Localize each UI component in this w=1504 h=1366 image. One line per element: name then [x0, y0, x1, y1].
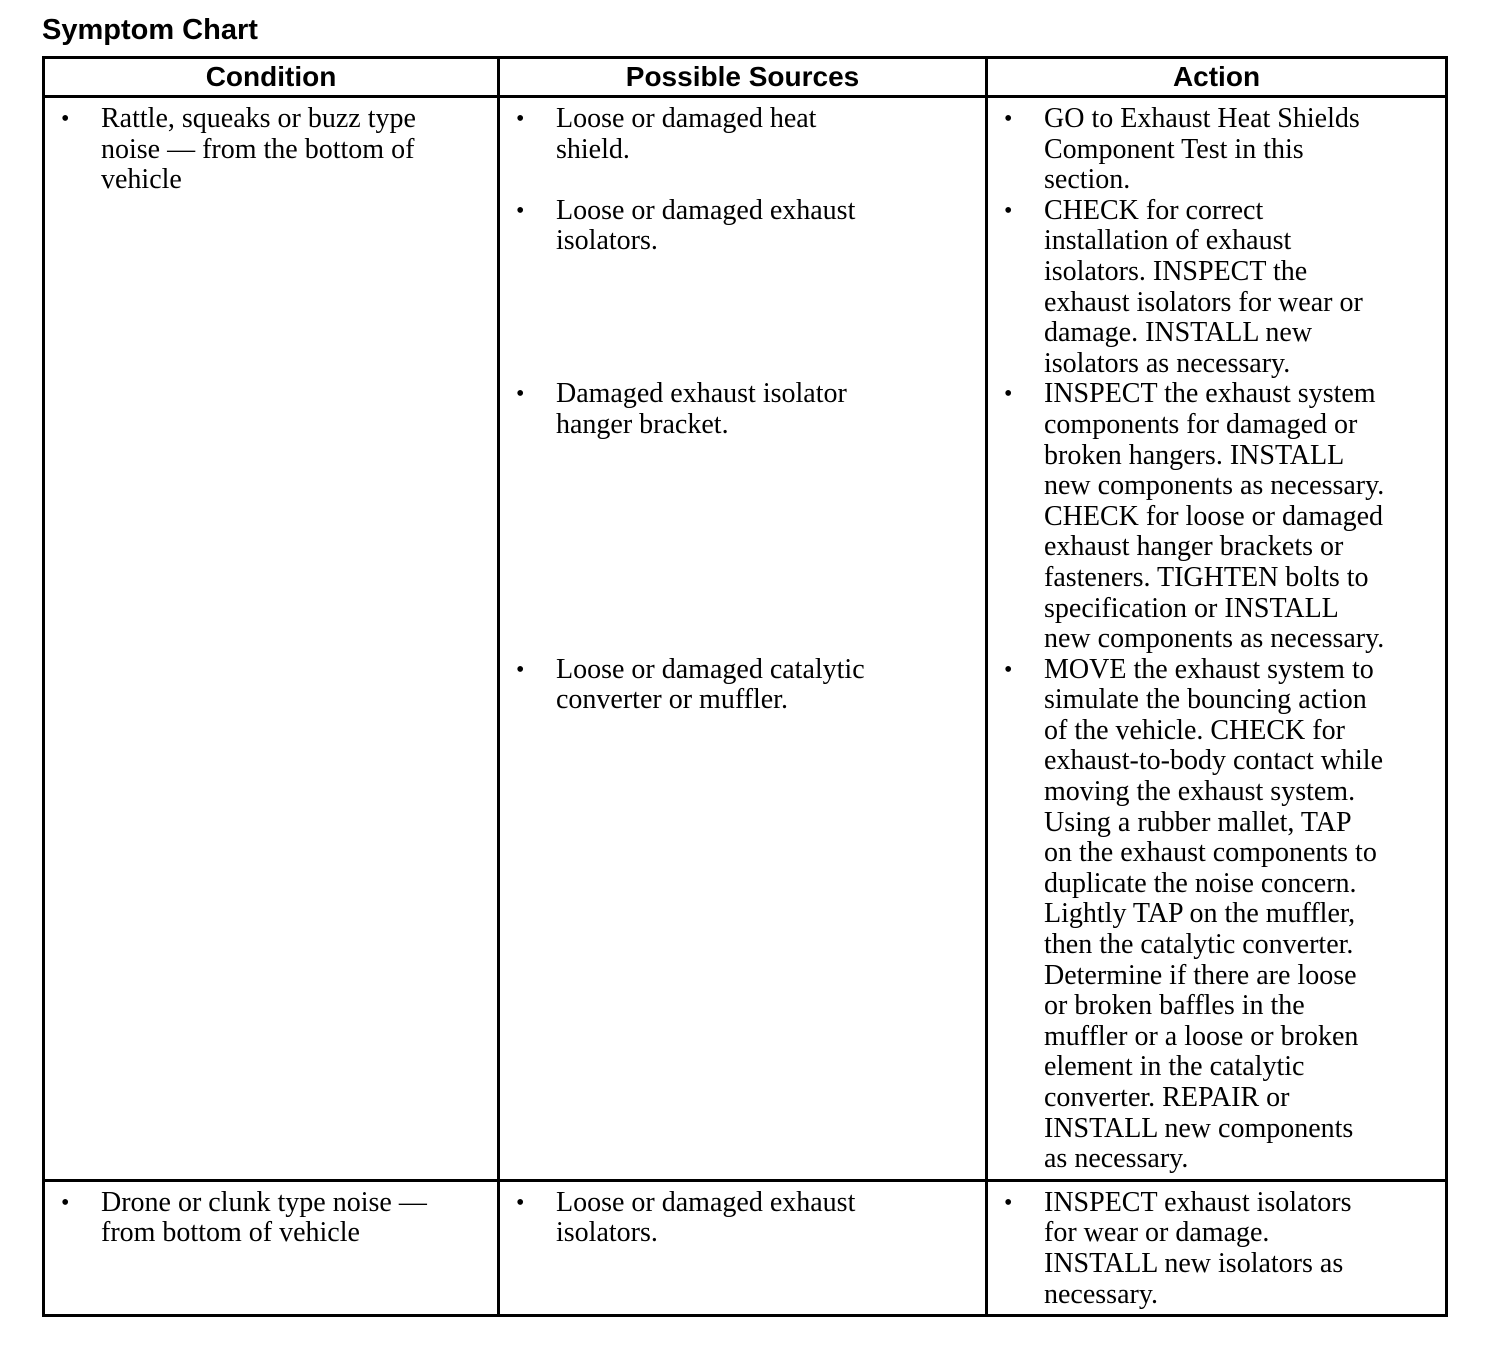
text-line: isolators.	[556, 1217, 658, 1249]
text-line: on the exhaust components to	[1044, 837, 1377, 869]
text-line: Component Test in this	[1044, 133, 1304, 165]
list-item	[998, 655, 1429, 1175]
text-line: as necessary.	[1044, 1143, 1189, 1175]
text-line: INSPECT the exhaust system	[1044, 378, 1376, 410]
text-line: broken hangers. INSTALL	[1044, 439, 1345, 471]
text-line: from bottom of vehicle	[101, 1217, 360, 1249]
bullet-list	[998, 1188, 1429, 1310]
list-item	[998, 104, 1429, 196]
text-line: element in the catalytic	[1044, 1051, 1305, 1083]
bullet-icon: •	[1004, 1189, 1013, 1216]
text-line: specification or INSTALL	[1044, 592, 1339, 624]
bullet-icon: •	[1004, 197, 1013, 224]
bullet-list	[55, 1188, 481, 1249]
condition-cell	[44, 1180, 499, 1315]
page-title: Symptom Chart	[42, 14, 258, 46]
text-line: exhaust hanger brackets or	[1044, 531, 1344, 563]
text-line: shield.	[556, 133, 630, 165]
table-row	[44, 1180, 1447, 1315]
text-line: new components as necessary.	[1044, 470, 1385, 502]
text-line: simulate the bouncing action	[1044, 684, 1367, 716]
bullet-icon: •	[61, 106, 70, 132]
text-line: isolators as necessary.	[1044, 347, 1291, 379]
symptom-table	[42, 56, 1448, 1317]
text-line: Determine if there are loose	[1044, 959, 1357, 991]
list-item	[510, 1188, 969, 1249]
text-line: Loose or damaged exhaust	[556, 194, 856, 226]
list-item	[998, 1188, 1429, 1310]
text-line: CHECK for loose or damaged	[1044, 500, 1384, 532]
bullet-icon: •	[516, 656, 525, 683]
text-line: section.	[1044, 164, 1131, 196]
text-line: or broken baffles in the	[1044, 990, 1305, 1022]
bullet-icon: •	[516, 106, 525, 132]
text-line: vehicle	[101, 164, 182, 196]
bullet-icon: •	[516, 1189, 525, 1216]
list-item	[510, 655, 969, 1175]
text-line: new components as necessary.	[1044, 623, 1385, 655]
column-header-possible-sources: Possible Sources	[499, 58, 987, 97]
header-row	[44, 58, 1447, 97]
text-line: MOVE the exhaust system to	[1044, 653, 1374, 685]
sources-cell	[499, 97, 987, 1181]
text-line: noise — from the bottom of	[101, 133, 415, 165]
text-line: muffler or a loose or broken	[1044, 1020, 1359, 1052]
text-line: of the vehicle. CHECK for	[1044, 714, 1345, 746]
action-cell	[987, 97, 1447, 1181]
text-line: CHECK for correct	[1044, 194, 1264, 226]
text-line: Damaged exhaust isolator	[556, 378, 847, 410]
text-line: necessary.	[1044, 1278, 1159, 1310]
text-line: Drone or clunk type noise —	[101, 1186, 427, 1218]
bullet-list	[510, 1188, 969, 1249]
bullet-list	[55, 104, 481, 196]
text-line: for wear or damage.	[1044, 1217, 1270, 1249]
condition-cell	[44, 97, 499, 1181]
bullet-icon: •	[1004, 656, 1013, 683]
text-line: exhaust isolators for wear or	[1044, 286, 1363, 318]
list-item	[510, 196, 969, 380]
text-line: GO to Exhaust Heat Shields	[1044, 103, 1360, 134]
text-line: then the catalytic converter.	[1044, 929, 1354, 961]
text-line: Lightly TAP on the muffler,	[1044, 898, 1356, 930]
list-item	[55, 1188, 481, 1249]
bullet-icon: •	[516, 197, 525, 224]
list-item	[998, 196, 1429, 380]
text-line: Loose or damaged heat	[556, 103, 817, 134]
bullet-icon: •	[1004, 106, 1013, 132]
list-item	[998, 379, 1429, 654]
text-line: installation of exhaust	[1044, 225, 1292, 257]
text-line: damage. INSTALL new	[1044, 317, 1313, 349]
list-item	[510, 104, 969, 196]
text-line: hanger bracket.	[556, 408, 729, 440]
text-line: INSPECT exhaust isolators	[1044, 1186, 1352, 1218]
text-line: duplicate the noise concern.	[1044, 867, 1357, 899]
list-item	[55, 104, 481, 196]
bullet-list	[998, 104, 1429, 1175]
text-line: fasteners. TIGHTEN bolts to	[1044, 561, 1369, 593]
text-line: INSTALL new components	[1044, 1112, 1354, 1144]
bullet-icon: •	[516, 381, 525, 408]
text-line: converter. REPAIR or	[1044, 1082, 1290, 1113]
text-line: converter or muffler.	[556, 684, 788, 716]
bullet-icon: •	[1004, 381, 1013, 408]
sources-cell	[499, 1180, 987, 1315]
column-header-action: Action	[987, 58, 1447, 97]
text-line: Loose or damaged exhaust	[556, 1186, 856, 1218]
bullet-icon: •	[61, 1189, 70, 1216]
text-line: isolators. INSPECT the	[1044, 255, 1308, 287]
text-line: isolators.	[556, 225, 658, 257]
column-header-condition: Condition	[44, 58, 499, 97]
bullet-list	[510, 104, 969, 1175]
text-line: components for damaged or	[1044, 408, 1358, 440]
text-line: Loose or damaged catalytic	[556, 653, 865, 685]
action-cell	[987, 1180, 1447, 1315]
text-line: Using a rubber mallet, TAP	[1044, 806, 1352, 838]
text-line: Rattle, squeaks or buzz type	[101, 103, 416, 134]
table-row	[44, 97, 1447, 1181]
list-item	[510, 379, 969, 654]
text-line: exhaust-to-body contact while	[1044, 745, 1384, 777]
text-line: moving the exhaust system.	[1044, 776, 1356, 808]
text-line: INSTALL new isolators as	[1044, 1247, 1344, 1279]
